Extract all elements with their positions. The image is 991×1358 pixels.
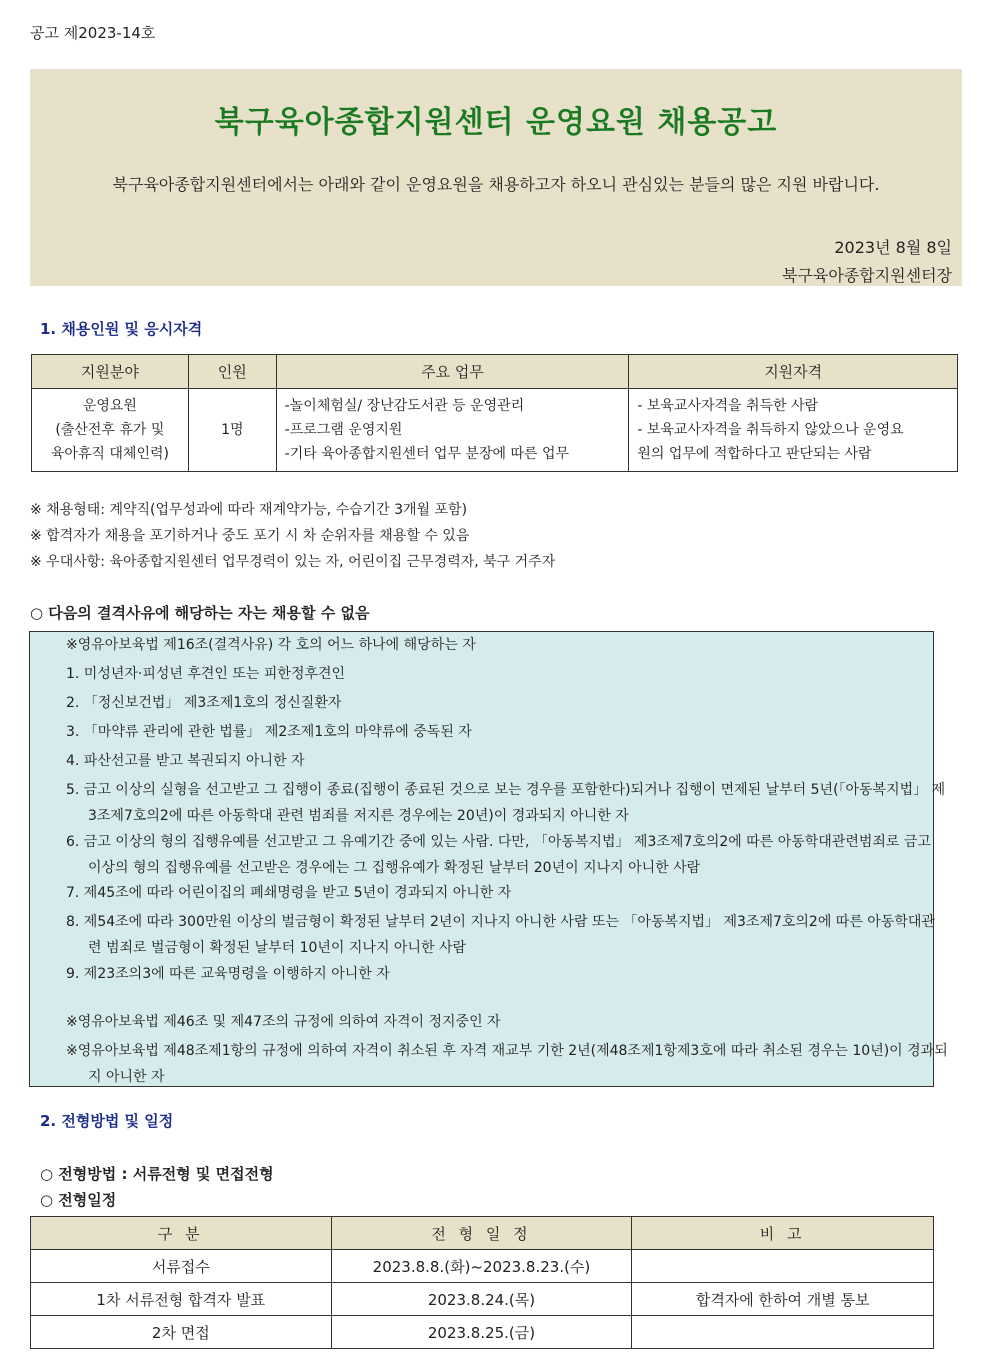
note-line: ※ 합격자가 채용을 포기하거나 중도 포기 시 차 순위자를 채용할 수 있음 xyxy=(30,528,470,544)
schedule-table xyxy=(30,1216,934,1349)
duty-line: -프로그램 운영지원 xyxy=(284,422,403,438)
employment-notes xyxy=(30,497,555,575)
qualification-cell xyxy=(629,389,958,472)
table-cell: 2차 면접 xyxy=(31,1316,332,1349)
field-line: 육아휴직 대체인력) xyxy=(50,446,169,462)
note-line: ※ 우대사항: 육아종합지원센터 업무경력이 있는 자, 어린이집 근무경력자, 북구 거주자 xyxy=(30,554,556,570)
header-cell: 비 고 xyxy=(632,1217,934,1250)
disqualification-item: 6. 금고 이상의 형의 집행유예를 선고받고 그 유예기간 중에 있는 사람. 다만, 「아동복지법」 제3조제7호의2에 따른 아동학대관련범죄로 금고 이상의 형의 집행유예를 선고받은 경우에는 그 집행유예가 확정된 날부터 20년이 지나지 아니한 사람 xyxy=(66,834,931,876)
table-cell xyxy=(632,1316,934,1349)
note-line: ※ 채용형태: 계약직(업무성과에 따라 재계약가능, 수습기간 3개월 포함) xyxy=(30,502,468,518)
page-title: 북구육아종합지원센터 운영요원 채용공고 xyxy=(214,105,778,140)
table-cell xyxy=(632,1250,934,1283)
notice-number: 공고 제2023-14호 xyxy=(30,24,156,42)
selection-method: ○ 전형방법 : 서류전형 및 면접전형 xyxy=(40,1165,274,1183)
disqualification-item: 2. 「정신보건법」 제3조제1호의 정신질환자 xyxy=(66,695,342,711)
disqualification-item: 1. 미성년자·피성년 후견인 또는 피한정후견인 xyxy=(66,666,346,682)
section-1-title: 1. 채용인원 및 응시자격 xyxy=(40,320,203,338)
disqualification-item: 7. 제45조에 따라 어린이집의 폐쇄명령을 받고 5년이 경과되지 아니한 자 xyxy=(66,885,512,901)
table-header-row xyxy=(32,355,958,389)
disqualification-item: 3. 「마약류 관리에 관한 법률」 제2조제1호의 마약류에 중독된 자 xyxy=(66,724,472,740)
recruitment-table xyxy=(31,354,958,472)
table-cell: 1차 서류전형 합격자 발표 xyxy=(31,1283,332,1316)
table-cell: 2023.8.8.(화)~2023.8.23.(수) xyxy=(331,1250,632,1283)
duties-cell xyxy=(276,389,629,472)
issuer-name: 북구육아종합지원센터장 xyxy=(781,266,952,285)
table-row xyxy=(31,1250,934,1283)
disqualification-extra: ※영유아보육법 제46조 및 제47조의 규정에 의하여 자격이 정지중인 자 xyxy=(66,1014,501,1030)
header-cell: 전 형 일 정 xyxy=(331,1217,632,1250)
disqualification-item: 5. 금고 이상의 실형을 선고받고 그 집행이 종료(집행이 종료된 것으로 보는 경우를 포함한다)되거나 집행이 면제된 날부터 5년(「아동복지법」 제3조제7호의2에 따른 아동학대 관련 범죄를 저지른 경우에는 20년)이 경과되지 아니한 자 xyxy=(66,782,946,824)
schedule-label: ○ 전형일정 xyxy=(40,1191,117,1209)
disqualification-box xyxy=(29,631,948,1087)
disqualification-item: 8. 제54조에 따라 300만원 이상의 벌금형이 확정된 날부터 2년이 지나지 아니한 사람 또는 「아동복지법」 제3조제7호의2에 따른 아동학대관련 범죄로 벌금형이 확정된 날부터 10년이 지나지 아니한 사람 xyxy=(66,914,935,956)
header-cell: 지원자격 xyxy=(629,355,958,389)
table-cell: 합격자에 한하여 개별 통보 xyxy=(632,1283,934,1316)
header-cell: 주요 업무 xyxy=(276,355,629,389)
disqualification-intro: ※영유아보육법 제16조(결격사유) 각 호의 어느 하나에 해당하는 자 xyxy=(66,637,476,653)
field-line: 운영요원 xyxy=(82,398,137,414)
field-cell xyxy=(32,389,189,472)
intro-text: 북구육아종합지원센터에서는 아래와 같이 운영요원을 채용하고자 하오니 관심있는 분들의 많은 지원 바랍니다. xyxy=(112,175,880,194)
qualification-line: - 보육교사자격을 취득한 사람 xyxy=(637,398,819,414)
table-row xyxy=(32,389,958,472)
field-line: (출산전후 휴가 및 xyxy=(55,422,165,438)
duty-line: -놀이체험실/ 장난감도서관 등 운영관리 xyxy=(284,398,525,414)
table-header-row xyxy=(31,1217,934,1250)
table-row xyxy=(31,1283,934,1316)
table-cell: 2023.8.25.(금) xyxy=(331,1316,632,1349)
disqualification-extra: ※영유아보육법 제48조제1항의 규정에 의하여 자격이 취소된 후 자격 재교부 기한 2년(제48조제1항제3호에 따라 취소된 경우는 10년)이 경과되지 아니한 자 xyxy=(66,1043,948,1085)
header-cell: 구 분 xyxy=(31,1217,332,1250)
section-2-title: 2. 전형방법 및 일정 xyxy=(40,1112,174,1130)
table-cell: 2023.8.24.(목) xyxy=(331,1283,632,1316)
notice-date: 2023년 8월 8일 xyxy=(834,238,952,257)
header-cell: 인원 xyxy=(188,355,276,389)
count-cell: 1명 xyxy=(188,389,276,472)
duty-line: -기타 육아종합지원센터 업무 분장에 따른 업무 xyxy=(284,446,569,462)
disqualification-item: 4. 파산선고를 받고 복권되지 아니한 자 xyxy=(66,753,305,769)
header-box xyxy=(30,69,962,286)
disqualification-heading: ○ 다음의 결격사유에 해당하는 자는 채용할 수 없음 xyxy=(30,604,370,622)
disqualification-item: 9. 제23조의3에 따른 교육명령을 이행하지 아니한 자 xyxy=(66,966,390,982)
table-row xyxy=(31,1316,934,1349)
header-cell: 지원분야 xyxy=(32,355,189,389)
table-cell: 서류접수 xyxy=(31,1250,332,1283)
qualification-line: - 보육교사자격을 취득하지 않았으나 운영요 xyxy=(637,422,904,438)
qualification-line: 원의 업무에 적합하다고 판단되는 사람 xyxy=(637,446,872,462)
